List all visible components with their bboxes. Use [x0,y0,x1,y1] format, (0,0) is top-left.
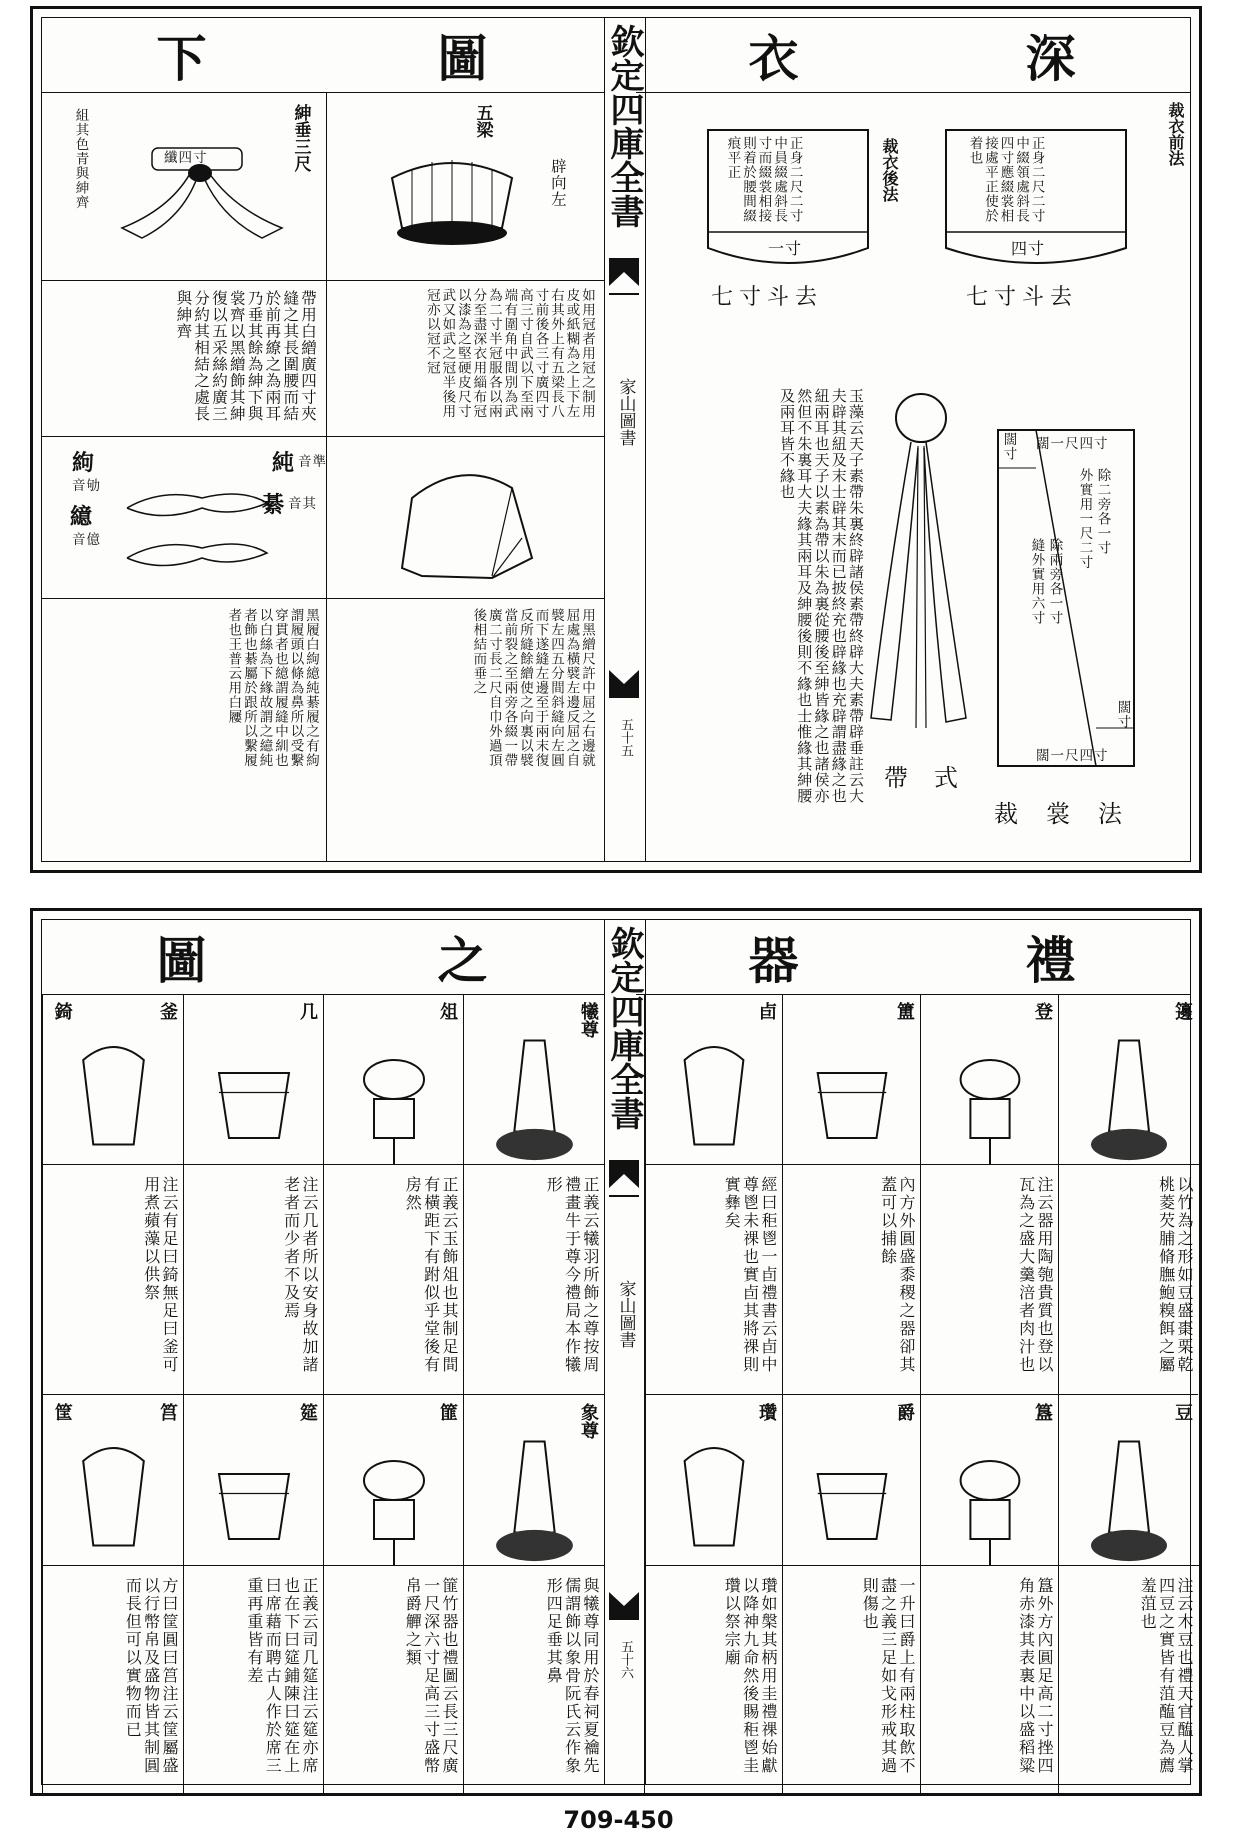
vessel-name-secondary: 筐 [51,1403,73,1421]
cut-back-heading: 裁衣後法 [880,138,899,202]
cell-divider [464,1565,605,1566]
vessel-name: 犧尊 [578,1002,599,1038]
vessel-cell [782,1394,920,1794]
skirt-note-4: 縫外實用六寸 [1028,538,1045,625]
vessel-description: 經曰秬鬯一卣禮書云卣中尊鬯未祼也實卣其將祼則實彝矣 [722,1176,778,1374]
spine-subtitle: 家山圖書 [615,378,636,446]
cut-front-label: 四寸 [1011,239,1046,258]
vessel-cell [183,1394,323,1794]
cell-divider [645,1164,783,1165]
vessel-name: 簠 [894,1002,915,1020]
spine-title: 欽定四庫全書 [604,926,644,1130]
vessel-illustration [63,1034,164,1164]
vessel-illustration [803,1435,901,1565]
cut-front-heading: 裁衣前法 [1166,102,1185,166]
vessel-name: 簋 [1032,1403,1053,1421]
cell-divider [921,1164,1059,1165]
belt-caption: 帶式 [884,764,984,792]
vessel-cell [1058,1394,1198,1794]
skirt-side-a: 闊寸 [1000,432,1017,461]
spine-subtitle: 家山圖書 [615,1280,636,1348]
belt-illustration [866,388,976,738]
vessel-name: 爵 [894,1403,915,1421]
vessel-illustration [941,1034,1039,1164]
cell-divider [184,1164,324,1165]
row-divider [326,280,604,281]
shoe-reading-d: 音其 [288,496,317,512]
vessel-description: 正義云玉飾俎也其制足間有橫距下有跗似乎堂後有房然 [403,1176,459,1374]
cut-back-marks: 七寸斗去 [711,285,824,310]
upper-page-frame [41,17,1191,862]
shoe-label-a: 絇 [72,450,95,476]
vessel-cell [323,994,463,1394]
vessel-illustration [344,1435,444,1565]
vessel-cell [782,994,920,1394]
shoe-label-d: 綦 [262,492,285,518]
skirt-caption: 裁裳法 [994,800,1150,828]
vessel-name: 卣 [756,1002,777,1020]
banner-char: 圖 [437,29,490,88]
sash-text: 帶用白繒廣四寸夾縫之其長圍腰而結於前再繚之為兩耳乃垂其餘為紳下與裳齊以黑繒飾其紳復以五采絲約廣三分約其相結之處長與紳齊 [174,290,317,422]
headscarf-illustration [372,458,552,588]
vessel-illustration [941,1435,1039,1565]
vessel-illustration [665,1435,763,1565]
vessel-description: 簋外方內圓足高二寸挫四角赤漆其表裏中以盛稻粱 [1016,1577,1054,1775]
skirt-bottom-width: 闊一尺四寸 [1036,748,1109,764]
shoe-label-b: 繶 [70,504,93,530]
vessel-illustration [484,1034,585,1164]
banner-char: 禮 [1025,931,1078,990]
skirt-top-width: 闊一尺四寸 [1036,436,1109,452]
vessel-cell [42,1394,183,1794]
vessel-name: 俎 [437,1002,458,1020]
banner-char: 深 [1025,29,1078,88]
fish-tail-mark-icon [609,658,639,698]
cell-divider [645,1565,783,1566]
cut-back-label: 一寸 [768,239,803,258]
vessel-description: 注云有足曰錡無足曰釜可用煮蘋藻以供祭 [141,1176,179,1374]
sash-inner-label: 纖四寸 [164,150,208,166]
cap-text: 如用冠者用冠之制用皮或紙糊為之上下左右其外上有五梁長八寸前後各三寸廣四寸高三寸自武以下至兩端有圍角中間別為武為二寸半冠服各以兩分至盡深衣用緇布冠以漆為之堅硬皮尺寸武又如武之冠半後用冠亦以冠不冠 [423,288,595,419]
vessel-name: 釜 [157,1002,178,1020]
vessel-name: 筵 [297,1403,318,1421]
shoe-text: 黑履白絇繶純綦履之有絇謂履頭以條為鼻所以受繫穿貫者也繶謂履縫中紃也以白絲為下緣故謂之繶純者飾也綦屬於跟所以繫履者也王普云用白屨 [225,608,319,768]
vessel-description: 內方外圓盛黍稷之器卻其蓋可以捕餘 [878,1176,916,1374]
cell-divider [184,1565,324,1566]
vessel-illustration [484,1435,585,1565]
vessel-name-secondary: 錡 [51,1002,73,1020]
vessel-description: 方曰筐圓曰筥注云筐屬盛以行幣帛及盛物皆其制圓而長但可以實物而已 [123,1577,179,1775]
cut-front-note: 正身二尺二寸中綴領處斜長四寸應綴裳相接處平正使於着也 [966,136,1045,223]
fish-tail-mark-icon [609,1580,639,1620]
vessel-cell [42,994,183,1394]
banner-char: 之 [437,931,490,990]
vessel-cell [1058,994,1198,1394]
row-divider [42,436,326,437]
cell-divider [43,1565,184,1566]
upper-page [30,6,1202,873]
cut-front-marks: 七寸斗去 [966,285,1079,310]
skirt-side-b: 闊寸 [1114,700,1131,729]
vessel-name: 豆 [1172,1403,1193,1421]
belt-text: 玉藻云天子素帶朱裏終辟諸侯素帶終辟大夫素帶辟垂註云大夫辟其紐及末士辟其末而已披終充也辟緣也充辟謂盡緣之也紐兩耳也天子以素為帶以朱為裏從腰後至紳皆緣之也諸侯亦然但不朱裏耳大夫緣其兩耳及紳腰後則不緣也士惟緣其紳腰及兩耳皆不緣也 [778,388,865,804]
vessel-name: 篚 [437,1403,458,1421]
cell-divider [43,1164,184,1165]
vessel-name: 瓚 [756,1403,777,1421]
skirt-note-3: 除兩旁各一寸 [1046,538,1063,625]
vessel-cell [463,994,604,1394]
cut-back-note: 正身二尺二寸中員綴處斜長寸而綴裳相接則着於腰間綴痕平正 [724,136,803,223]
banner-char: 圖 [156,931,209,990]
vessel-name: 籩 [1172,1002,1193,1020]
fish-tail-mark-icon [609,1160,639,1200]
cell-divider [464,1164,605,1165]
headscarf-text: 用黑繒尺許中屈之右邊就屈處為橫襞左邊反屈之自襞左四五分間斜縫向左圓而下遂縫左邊至于兩末復反所縫餘繒使之向裏以襞當前裂之至兩旁各綴一帶廣二寸長二尺自巾外過頂後相結而垂之 [470,608,595,768]
banner-title [42,18,604,93]
cap-side-label: 辟向左 [548,158,567,208]
vessel-description: 瓚如槃其柄用圭禮祼始獻以降神九命然後賜秬鬯圭瓚以祭宗廟 [722,1577,778,1775]
vessel-name: 筥 [157,1403,178,1421]
skirt-note-1: 除二旁各一寸 [1094,468,1111,555]
shoe-reading-a: 音劬 [72,478,101,494]
cell-divider [783,1565,921,1566]
vessel-cell [463,1394,604,1794]
vessel-description: 正義云犧羽所飾之尊按周禮畫牛于尊今禮局本作犧形 [544,1176,600,1374]
page-footer-number: 709-450 [563,1806,674,1834]
vessel-cell [323,1394,463,1794]
skirt-note-2: 外實用一尺二寸 [1076,468,1093,570]
vessel-cell [644,994,782,1394]
vessel-illustration [1079,1034,1179,1164]
banner-title [636,920,1190,995]
column-divider [326,92,327,861]
banner-char: 下 [156,29,209,88]
spine-page-number: 五十五 [617,718,633,757]
shoe-reading-b: 音億 [72,532,101,548]
row-divider [326,598,604,599]
banner-title [42,920,604,995]
vessel-cell [183,994,323,1394]
vessel-illustration [803,1034,901,1164]
banner-title [636,18,1190,93]
vessel-illustration [204,1034,304,1164]
vessel-name: 象尊 [578,1403,599,1439]
fish-tail-mark-icon [609,258,639,298]
upper-left-half [42,18,604,861]
vessel-cell [644,1394,782,1794]
shoe-label-c: 純 [272,450,295,476]
vessel-description: 與犧尊同用於春祠夏禴先儒謂飾以象骨阮氏云作象形四足垂其鼻 [544,1577,600,1775]
vessel-illustration [63,1435,164,1565]
row-divider [326,436,604,437]
cell-divider [921,1565,1059,1566]
vessel-name: 登 [1032,1002,1053,1020]
row-divider [42,598,326,599]
vessel-description: 注云器用陶匏貴質也登以瓦為之盛大羹涪者肉汁也 [1016,1176,1054,1374]
vessel-description: 注云木豆也禮天官醢人掌四豆之實皆有菹醢豆為薦羞菹也 [1138,1577,1194,1775]
sash-label: 紳垂三尺 [290,104,311,172]
lower-page-frame [41,919,1194,1785]
vessel-illustration [1079,1435,1179,1565]
cell-divider [324,1164,464,1165]
lower-page [30,908,1202,1796]
vessel-description: 篚竹器也禮圖云長三尺廣一尺深六寸足高三寸盛幣帛爵觶之類 [403,1577,459,1775]
sash-note: 組其色青與紳齊 [72,108,89,210]
row-divider [42,280,326,281]
cell-divider [1059,1164,1199,1165]
vessel-illustration [204,1435,304,1565]
vessel-cell [920,1394,1058,1794]
vessel-description: 一升曰爵上有兩柱取飲不盡之義三足如戈形戒其過則傷也 [860,1577,916,1775]
cap-illustration [372,148,532,258]
cell-divider [783,1164,921,1165]
vessel-description: 注云几者所以安身故加諸老者而少者不及焉 [281,1176,319,1374]
vessel-name: 几 [297,1002,318,1020]
banner-char: 衣 [748,29,801,88]
vessel-description: 正義云司几筵注云筵亦席也在下曰筵鋪陳曰筵在上曰席藉而聘古人作於席三重再重皆有差 [244,1577,319,1775]
vessel-cell [920,994,1058,1394]
shoe-reading-c: 音準 [298,454,327,470]
banner-char: 器 [748,931,801,990]
cell-divider [1059,1565,1199,1566]
spine-page-number: 五十六 [617,1640,633,1679]
upper-right-half [636,18,1190,861]
vessel-illustration [665,1034,763,1164]
cell-divider [324,1565,464,1566]
shoe-illustration [122,468,272,578]
spine-title: 欽定四庫全書 [604,24,644,228]
vessel-description: 以竹為之形如豆盛棗栗乾桃菱芡脯脩膴鮑糗餌之屬 [1156,1176,1194,1374]
cap-label: 五梁 [472,104,493,138]
vessel-illustration [344,1034,444,1164]
